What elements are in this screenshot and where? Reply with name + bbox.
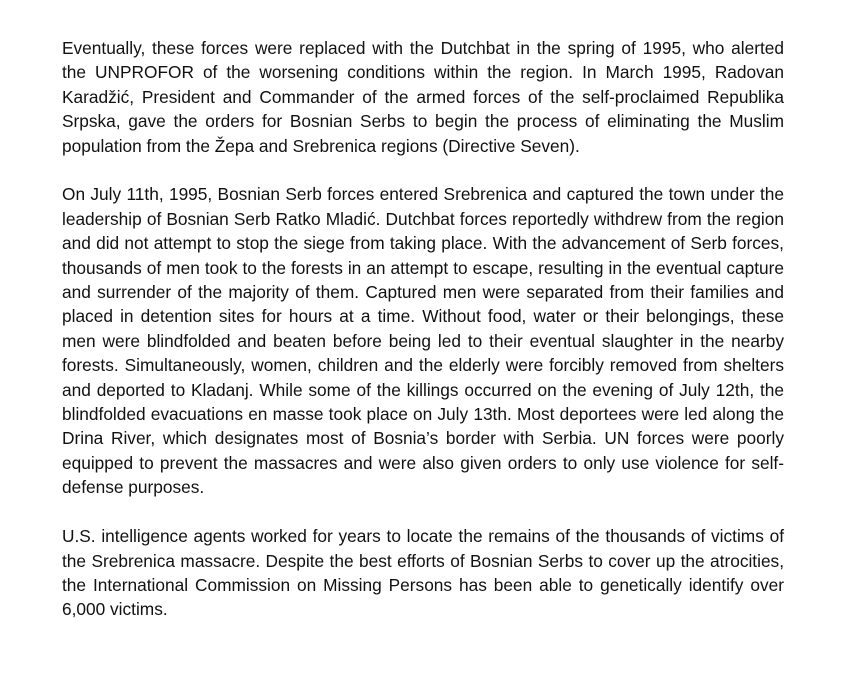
paragraph-us-intelligence: U.S. intelligence agents worked for years to locate the remains of the thousands of victims of the Srebrenica massacre. Despite the best efforts of Bosnian Serbs to cover up the atrocities, the International Commission on Missing Persons has been able to genetically identify over 6,000 victims.: [62, 526, 784, 620]
paragraph-july-11: On July 11th, 1995, Bosnian Serb forces entered Srebrenica and captured the town under the leadership of Bosnian Serb Ratko Mladić. Dutchbat forces reportedly withdrew from the region and did not attempt to stop the siege from taking place. With the advancement of Serb forces, thousands of men took to the forests in an attempt to escape, resulting in the eventual capture and surrender of the majority of them. Captured men were separated from their families and placed in detention sites for hours at a time. Without food, water or their belongings, these men were blindfolded and beaten before being led to their eventual slaughter in the nearby forests. Simultaneously, women, children and the elderly were forcibly removed from shelters and deported to Kladanj. While some of the killings occurred on the evening of July 12th, the blindfolded evacuations en masse took place on July 13th. Most deportees were led along the Drina River, which designates most of Bosnia’s border with Serbia. UN forces were poorly equipped to prevent the massacres and were also given orders to only use violence for self-defense purposes.: [62, 184, 784, 498]
paragraph-dutchbat: Eventually, these forces were replaced with the Dutchbat in the spring of 1995, who alerted the UNPROFOR of the worsening conditions within the region. In March 1995, Radovan Karadžić, President and Commander of the armed forces of the self-proclaimed Republika Srpska, gave the orders for Bosnian Serbs to begin the process of eliminating the Muslim population from the Žepa and Srebrenica regions (Directive Seven).: [62, 38, 784, 156]
